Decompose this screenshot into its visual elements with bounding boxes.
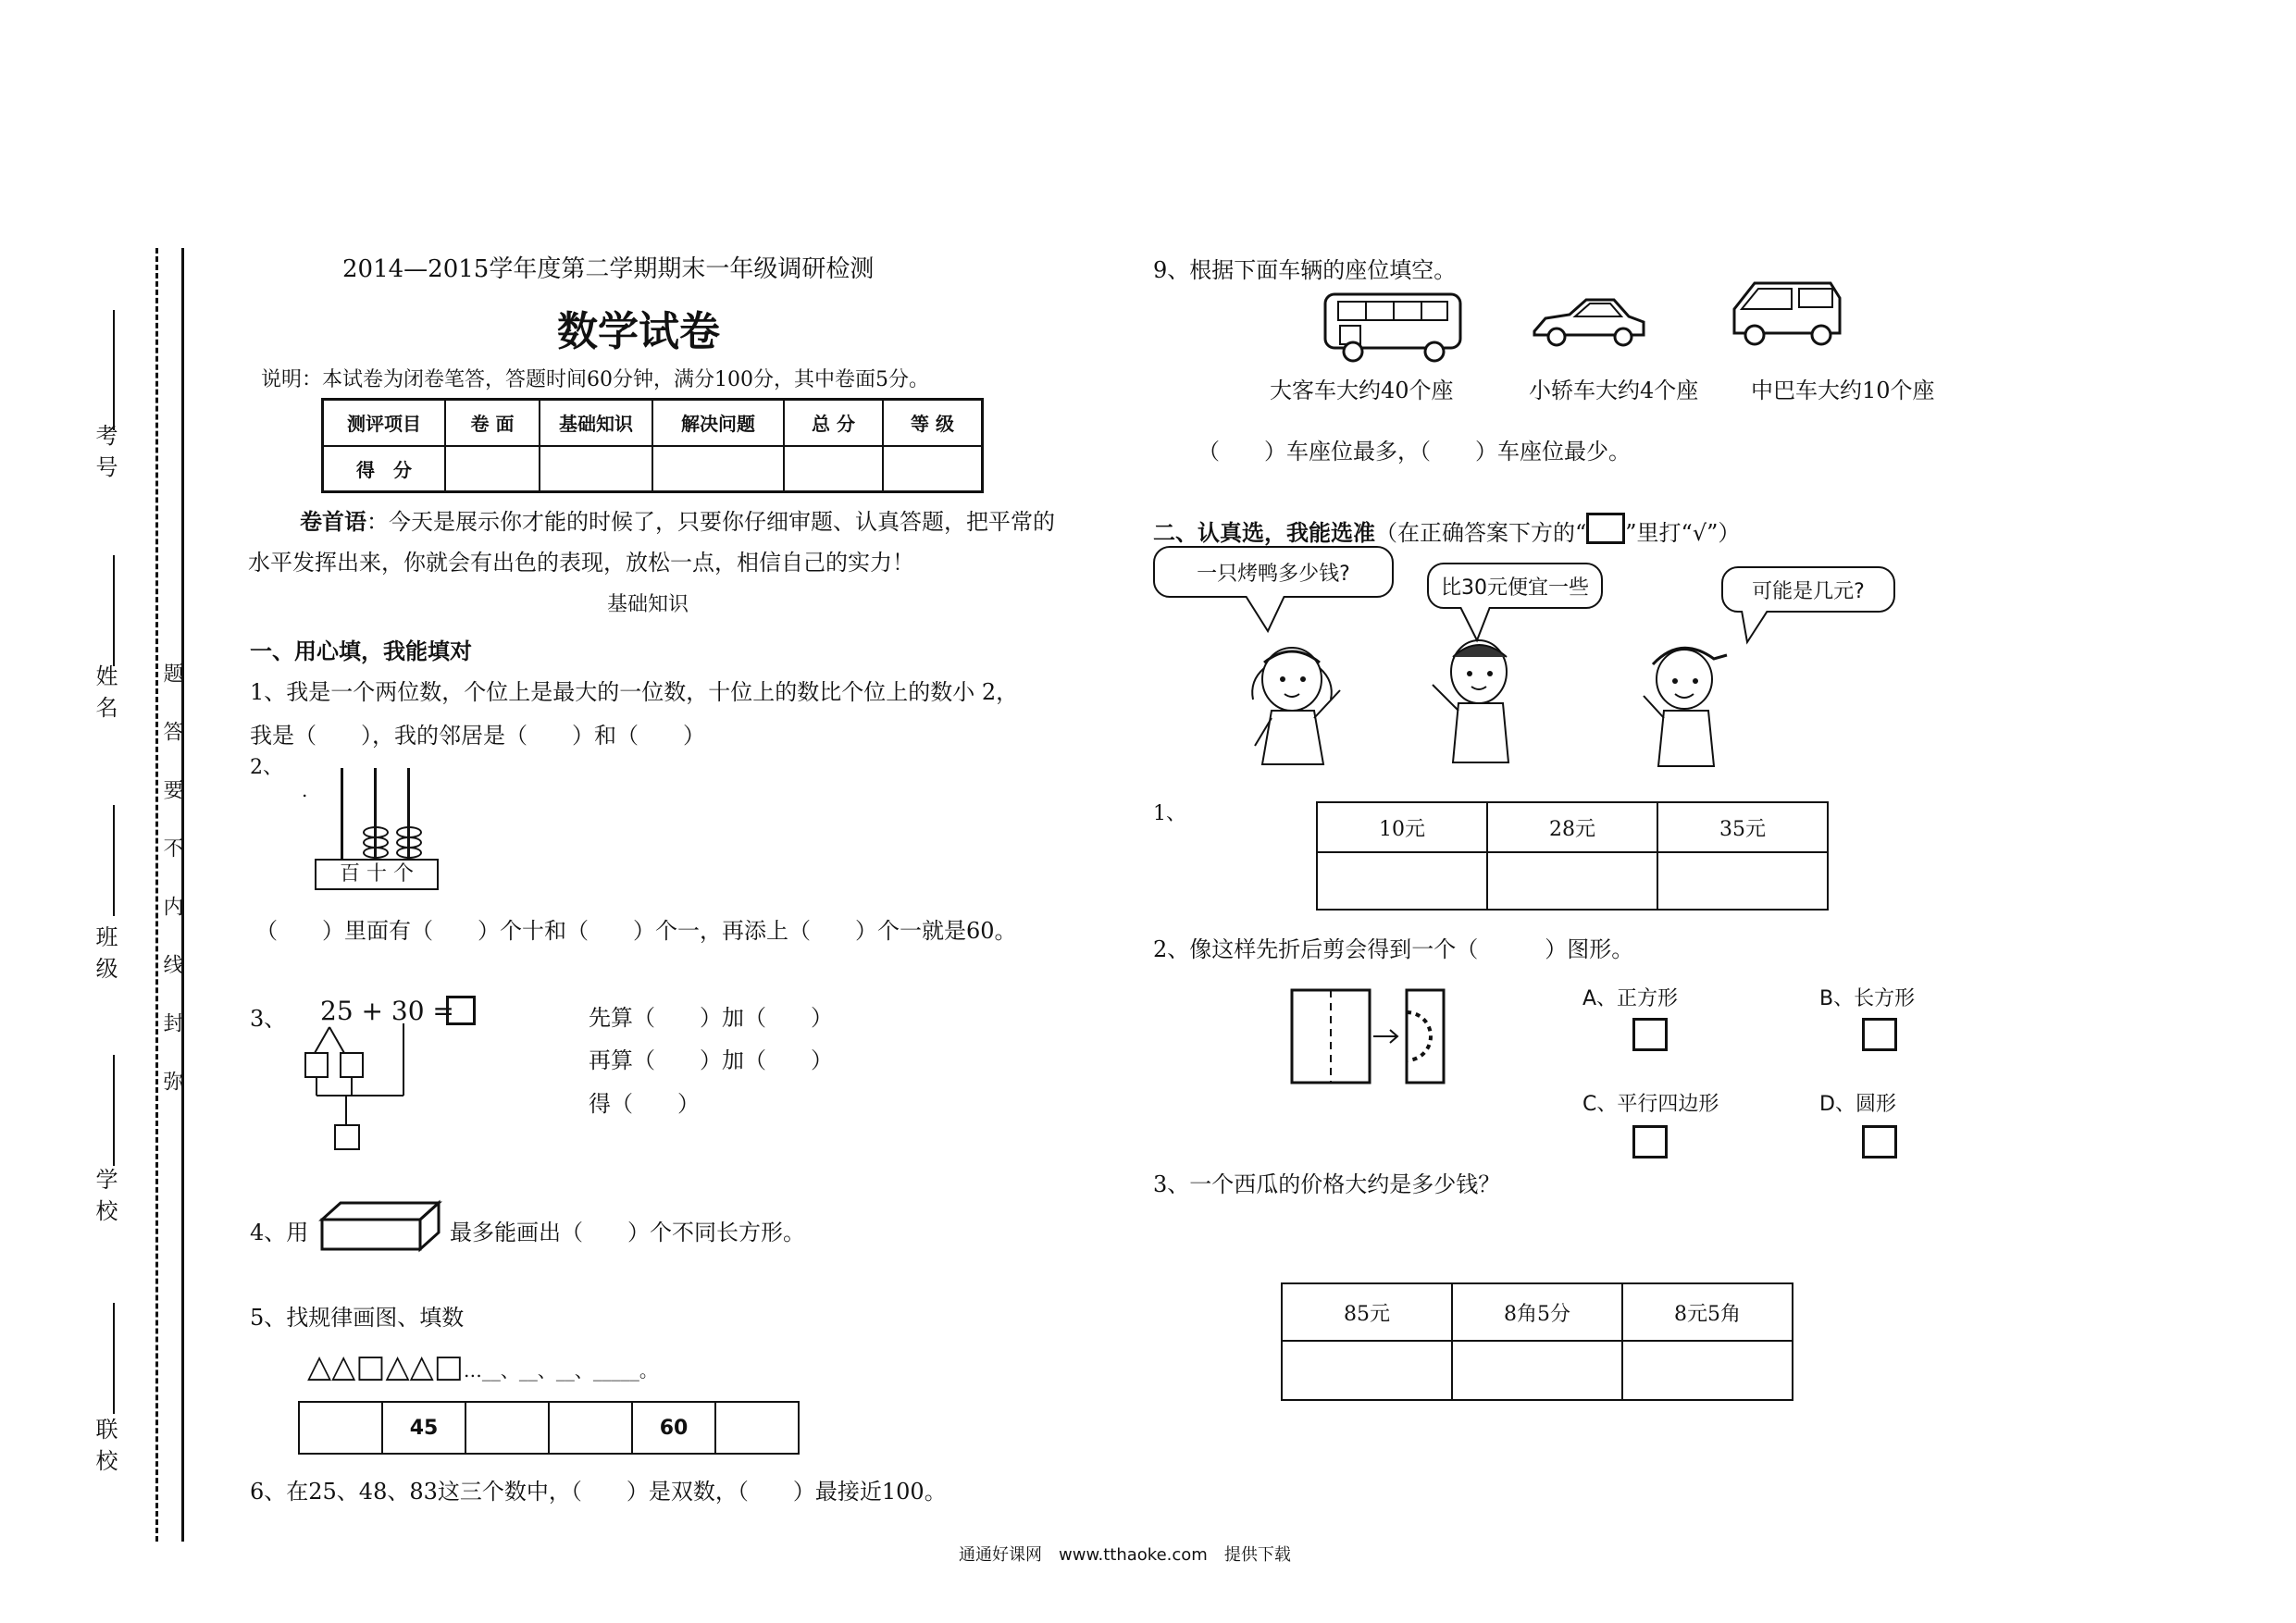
name-field[interactable]: [113, 555, 115, 666]
choice-1-label: 1、: [1153, 802, 1186, 825]
part2-heading-text: 二、认真选，我能选准: [1153, 520, 1375, 546]
binding-label-name: 姓名: [92, 664, 118, 727]
option-a-label: A、正方形: [1582, 987, 1679, 1010]
preface-label: 卷首语: [300, 509, 366, 535]
binding-label-exam-number: 考号: [92, 424, 118, 487]
triangle-icon: △: [331, 1348, 356, 1385]
q5-pattern-shapes: [307, 1348, 658, 1386]
q5-cell[interactable]: [715, 1402, 799, 1454]
option-85-yuan: 85元: [1282, 1283, 1452, 1341]
school-field[interactable]: [113, 1055, 115, 1166]
abacus-rod: [341, 768, 343, 861]
score-cell-problems[interactable]: [652, 446, 784, 492]
option-d-checkbox[interactable]: [1862, 1125, 1897, 1158]
speech-bubble-boy-cap: 可能是几元?: [1721, 566, 1895, 613]
answer-cell[interactable]: [1452, 1341, 1622, 1400]
option-b-label: B、长方形: [1819, 987, 1916, 1010]
exam-instructions: 说明：本试卷为闭卷笔答，答题时间60分钟，满分100分，其中卷面5分。: [261, 368, 929, 391]
question-4-prefix: 4、用: [250, 1220, 309, 1245]
part1-heading: 一、用心填，我能填对: [250, 638, 472, 664]
car-seats-label: 小轿车大约4个座: [1529, 378, 1699, 403]
seal-warning-text: 题答要不内线封弥: [160, 663, 183, 1129]
question-1-line2: 我是（ ），我的邻居是（ ）和（ ）: [250, 723, 705, 749]
triangle-icon: △: [385, 1348, 410, 1385]
fill-blanks[interactable]: …__、__、__、_____。: [463, 1359, 658, 1381]
option-b-checkbox[interactable]: [1862, 1018, 1897, 1051]
part2-note-a: （在正确答案下方的“: [1375, 520, 1587, 546]
question-9-text: 9、根据下面车辆的座位填空。: [1153, 257, 1457, 283]
q5-cell[interactable]: 60: [632, 1402, 715, 1454]
option-c-label: C、平行四边形: [1582, 1093, 1719, 1116]
square-icon: □: [433, 1348, 464, 1385]
question-3-label: 3、: [250, 1006, 287, 1032]
bus-icon: [1320, 287, 1468, 365]
option-d-label: D、圆形: [1819, 1093, 1896, 1116]
option-10-yuan: 10元: [1317, 802, 1487, 852]
preface-text: ：今天是展示你才能的时候了，只要你仔细审题、认真答题，把平常的水平发挥出来，你就会有出色的表现，放松一点，相信自己的实力！: [248, 509, 1055, 576]
choice-2-text: 2、像这样先折后剪会得到一个（ ）图形。: [1153, 936, 1634, 962]
q5-cell[interactable]: 45: [382, 1402, 465, 1454]
score-header-cell: 测评项目: [323, 400, 446, 446]
q3-split-diagram: [296, 1022, 416, 1160]
option-35-yuan: 35元: [1657, 802, 1828, 852]
part2-note-b: ”里打“√”）: [1625, 520, 1741, 546]
cuboid-icon: [318, 1199, 444, 1255]
q3-step-2: 再算（ ）加（ ）: [589, 1047, 833, 1073]
score-header-cell: 基础知识: [540, 400, 652, 446]
bubble-tail: [1244, 596, 1290, 635]
union-school-field[interactable]: [113, 1303, 115, 1414]
binding-label-school: 学校: [92, 1168, 118, 1231]
minibus-icon: [1727, 276, 1847, 353]
binding-label-class: 班级: [92, 925, 118, 988]
triangle-icon: △: [409, 1348, 434, 1385]
section-basic-heading: 基础知识: [607, 593, 689, 616]
option-8-jiao-5-fen: 8角5分: [1452, 1283, 1622, 1341]
score-table: [321, 398, 984, 493]
boy-figure: [1416, 629, 1536, 768]
q3-step-1: 先算（ ）加（ ）: [589, 1005, 833, 1031]
abacus-bead: [363, 847, 389, 859]
score-header-cell: 等 级: [883, 400, 983, 446]
answer-cell[interactable]: [1317, 852, 1487, 910]
car-icon: [1529, 291, 1649, 355]
answer-cell[interactable]: [1657, 852, 1828, 910]
bus-seats-label: 大客车大约40个座: [1270, 378, 1454, 403]
exam-subtitle: 2014—2015学年度第二学期期末一年级调研检测: [342, 255, 875, 283]
q3-expression-text: 25 + 30 =: [320, 996, 454, 1026]
q3-answer-box[interactable]: [446, 996, 476, 1025]
minibus-seats-label: 中巴车大约10个座: [1751, 378, 1935, 403]
triangle-icon: △: [307, 1348, 332, 1385]
q5-cell[interactable]: [549, 1402, 632, 1454]
question-4-text: 最多能画出（ ）个不同长方形。: [450, 1220, 805, 1245]
option-28-yuan: 28元: [1487, 802, 1657, 852]
preface: [248, 502, 1062, 583]
score-cell-grade[interactable]: [883, 446, 983, 492]
bubble-tail: [1740, 611, 1777, 648]
boy-with-cap-figure: [1625, 631, 1745, 770]
score-header-cell: 解决问题: [652, 400, 784, 446]
choice-1-table: [1316, 801, 1829, 911]
class-field[interactable]: [113, 805, 115, 916]
answer-cell[interactable]: [1487, 852, 1657, 910]
speech-bubble-girl: 一只烤鸭多少钱?: [1153, 546, 1394, 598]
choice-3-table: [1281, 1282, 1793, 1401]
part2-heading: [1153, 513, 1740, 547]
option-c-checkbox[interactable]: [1632, 1125, 1668, 1158]
q5-cell[interactable]: [299, 1402, 382, 1454]
option-8-yuan-5-jiao: 8元5角: [1622, 1283, 1793, 1341]
score-row-label: 得 分: [323, 446, 446, 492]
question-9-fill: （ ）车座位最多，（ ）车座位最少。: [1198, 439, 1631, 465]
question-5-text: 5、找规律画图、填数: [250, 1305, 465, 1331]
q5-cell[interactable]: [465, 1402, 549, 1454]
question-2-text: （ ）里面有（ ）个十和（ ）个一，再添上（ ）个一就是60。: [255, 918, 1017, 944]
score-header-cell: 总 分: [784, 400, 883, 446]
q3-step-3: 得（ ）: [589, 1091, 700, 1117]
footer-source: 通通好课网 www.tthaoke.com 提供下载: [959, 1545, 1291, 1565]
square-icon: □: [355, 1348, 386, 1385]
speech-bubble-boy: 比30元便宜一些: [1427, 563, 1603, 609]
question-2-label: 2、: [250, 756, 283, 779]
girl-figure: [1231, 635, 1360, 774]
checkbox-icon: [1586, 513, 1625, 544]
question-1-line1: 1、我是一个两位数，个位上是最大的一位数，十位上的数比个位上的数小 2，: [250, 679, 1019, 705]
score-cell-total[interactable]: [784, 446, 883, 492]
score-cell-paper[interactable]: [445, 446, 540, 492]
exam-title: 数学试卷: [557, 308, 720, 355]
q5-number-row: [298, 1401, 800, 1455]
question-6-text: 6、在25、48、83这三个数中，（ ）是双数，（ ）最接近100。: [250, 1479, 947, 1505]
abacus-base: 百 十 个: [315, 859, 439, 890]
abacus-bead: [396, 847, 422, 859]
answer-cell[interactable]: [1282, 1341, 1452, 1400]
score-cell-basic[interactable]: [540, 446, 652, 492]
binding-label-union-school: 联校: [92, 1418, 118, 1481]
answer-cell[interactable]: [1622, 1341, 1793, 1400]
exam-number-field[interactable]: [113, 310, 115, 430]
choice-3-text: 3、一个西瓜的价格大约是多少钱？: [1153, 1171, 1501, 1197]
fold-cut-diagram: [1288, 986, 1455, 1088]
score-header-cell: 卷 面: [445, 400, 540, 446]
option-a-checkbox[interactable]: [1632, 1018, 1668, 1051]
